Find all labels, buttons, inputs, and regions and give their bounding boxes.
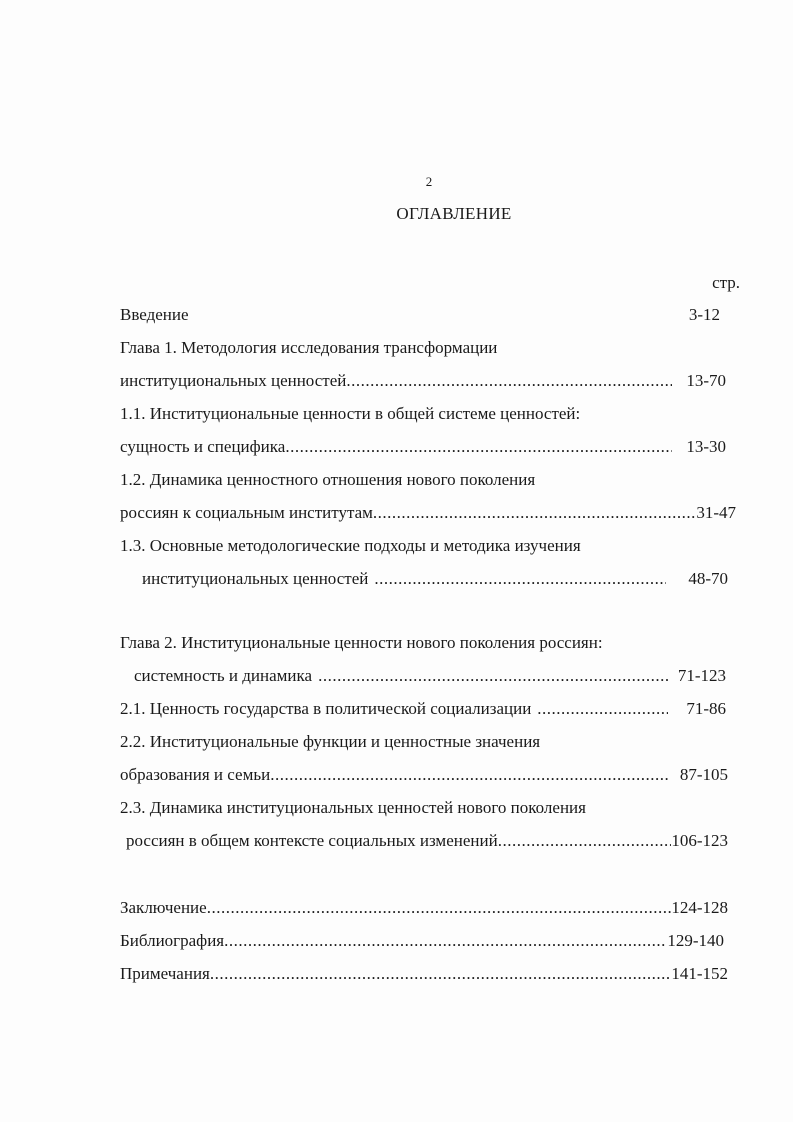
toc-entry-pages: 87-105 bbox=[679, 765, 728, 784]
toc-entry-2-2 bbox=[120, 764, 728, 786]
toc-entry-conclusion bbox=[120, 897, 728, 919]
toc-entry-2-2-line1: 2.2. Институциональные функции и ценностные значения bbox=[120, 732, 541, 751]
toc-entry-pages: 141-152 bbox=[671, 964, 728, 983]
toc-entry-pages: 129-140 bbox=[667, 931, 724, 950]
toc-entry-notes bbox=[120, 963, 728, 985]
toc-entry-text: институциональных ценностей bbox=[142, 569, 369, 588]
leader-dots bbox=[498, 830, 672, 852]
toc-entry-pages: 124-128 bbox=[671, 898, 728, 917]
toc-entry-pages: 71-123 bbox=[677, 666, 726, 685]
leader-dots bbox=[270, 764, 668, 786]
page-title: ОГЛАВЛЕНИЕ bbox=[396, 204, 512, 223]
toc-entry-pages: 71-86 bbox=[686, 699, 726, 718]
leader-dots bbox=[285, 436, 672, 458]
leader-dots bbox=[346, 370, 672, 392]
toc-entry-2-3-line1: 2.3. Динамика институциональных ценностей нового поколения bbox=[120, 798, 586, 817]
toc-entry-2-3 bbox=[126, 830, 728, 852]
toc-entry-2-1 bbox=[120, 698, 726, 720]
toc-entry-1-3-line1: 1.3. Основные методологические подходы и методика изучения bbox=[120, 536, 581, 555]
toc-entry-pages: 106-123 bbox=[671, 831, 728, 850]
leader-dots bbox=[210, 963, 671, 985]
toc-entry-bibliography bbox=[120, 930, 724, 952]
toc-entry-text: Заключение bbox=[120, 898, 207, 917]
page-number: 2 bbox=[425, 174, 433, 189]
toc-entry-text: 2.1. Ценность государства в политической социализации bbox=[120, 699, 532, 718]
leader-dots bbox=[537, 698, 668, 720]
toc-entry-text: системность и динамика bbox=[134, 666, 313, 685]
leader-dots bbox=[207, 897, 672, 919]
toc-entry-text: россиян к социальным институтам bbox=[120, 503, 373, 522]
toc-entry-text: сущность и специфика bbox=[120, 437, 286, 456]
toc-entry-pages: 13-70 bbox=[686, 371, 726, 390]
toc-entry-text: Библиография bbox=[120, 931, 225, 950]
toc-entry-text: Примечания bbox=[120, 964, 210, 983]
toc-entry-pages: 48-70 bbox=[688, 569, 728, 588]
toc-entry-1-1-line1: 1.1. Институциональные ценности в общей системе ценностей: bbox=[120, 404, 581, 423]
toc-entry-1-3 bbox=[142, 568, 728, 590]
leader-dots bbox=[374, 568, 666, 590]
toc-entry-text: институциональных ценностей bbox=[120, 371, 347, 390]
toc-entry-chapter1 bbox=[120, 370, 726, 392]
toc-entry-pages: 3-12 bbox=[688, 305, 720, 324]
leader-dots bbox=[224, 930, 667, 952]
leader-dots bbox=[318, 665, 668, 687]
toc-entry-text: образования и семьи bbox=[120, 765, 271, 784]
toc-entry-1-2-line1: 1.2. Динамика ценностного отношения нового поколения bbox=[120, 470, 536, 489]
pages-column-label: стр. bbox=[712, 273, 740, 292]
toc-entry-chapter1-line1: Глава 1. Методология исследования трансформации bbox=[120, 338, 498, 357]
toc-entry-introduction bbox=[120, 304, 720, 326]
toc-entry-1-2 bbox=[120, 502, 736, 524]
toc-entry-text: россиян в общем контексте социальных изменений bbox=[126, 831, 498, 850]
toc-entry-pages: 13-30 bbox=[686, 437, 726, 456]
leader-dots bbox=[373, 502, 696, 524]
toc-entry-chapter2-line1: Глава 2. Институциональные ценности нового поколения россиян: bbox=[120, 633, 603, 652]
toc-entry-1-1 bbox=[120, 436, 726, 458]
toc-entry-pages: 31-47 bbox=[696, 503, 736, 522]
toc-entry-text: Введение bbox=[120, 305, 189, 324]
toc-entry-chapter2 bbox=[134, 665, 726, 687]
